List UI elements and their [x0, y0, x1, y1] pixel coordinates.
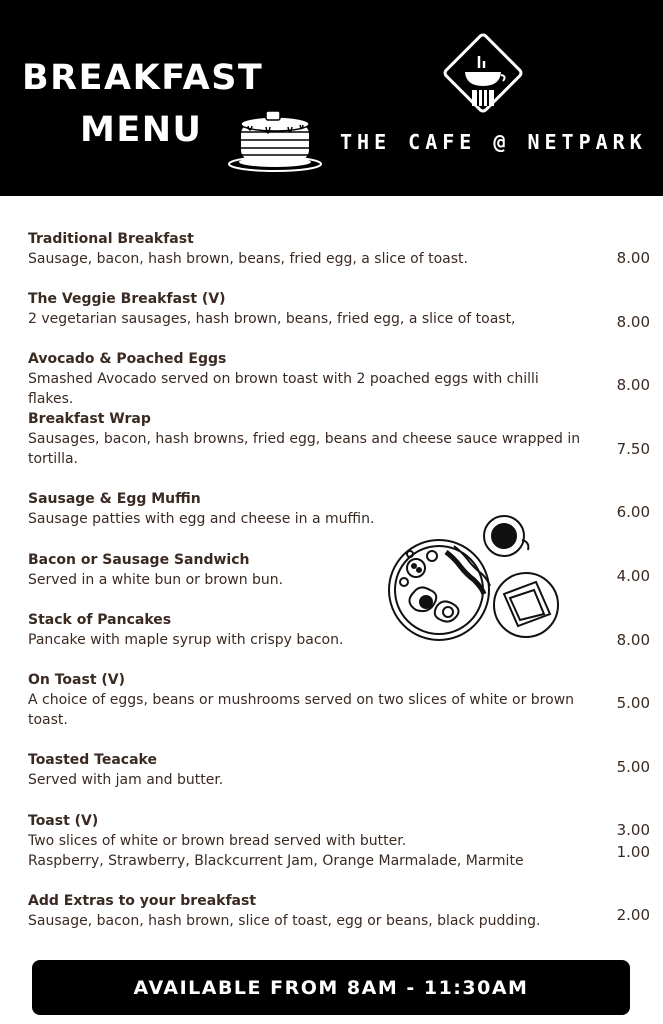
menu-item — [28, 750, 588, 790]
menu-item-name: Add Extras to your breakfast — [28, 893, 257, 909]
menu-item-price-extra: 1.00 — [616, 843, 650, 861]
menu-item-price: 7.50 — [616, 440, 650, 458]
menu-item — [28, 811, 588, 871]
menu-item-name: The Veggie Breakfast (V) — [28, 291, 226, 307]
pancakes-icon — [226, 102, 324, 174]
breakfast-plate-icon — [386, 510, 576, 650]
menu-item — [28, 409, 588, 469]
menu-item-description-extra: Raspberry, Strawberry, Blackcurrent Jam, Orange Marmalade, Marmite — [28, 853, 524, 869]
menu-item-description: Served in a white bun or brown bun. — [28, 572, 284, 588]
menu-item-price: 5.00 — [616, 758, 650, 776]
menu-item — [28, 289, 588, 329]
menu-item-description: Sausage, bacon, hash brown, beans, fried egg, a slice of toast. — [28, 251, 468, 267]
menu-item-description: A choice of eggs, beans or mushrooms served on two slices of white or brown toast. — [28, 692, 575, 728]
menu-item — [28, 229, 588, 269]
menu-item-price: 8.00 — [616, 249, 650, 267]
menu-item-price: 5.00 — [616, 694, 650, 712]
menu-title-line2: MENU — [80, 110, 203, 150]
cafe-name: THE CAFE @ NETPARK — [340, 130, 647, 154]
menu-item-price: 8.00 — [616, 313, 650, 331]
menu-item-price: 2.00 — [616, 906, 650, 924]
menu-item-description: Served with jam and butter. — [28, 772, 224, 788]
menu-item-description: Sausages, bacon, hash browns, fried egg, beans and cheese sauce wrapped in tortilla. — [28, 431, 581, 467]
menu-item-price: 8.00 — [616, 631, 650, 649]
menu-item-description: Smashed Avocado served on brown toast with 2 poached eggs with chilli flakes. — [28, 371, 539, 407]
menu-item — [28, 349, 588, 409]
availability-text: AVAILABLE FROM 8AM - 11:30AM — [133, 976, 529, 999]
menu-item-description: Sausage patties with egg and cheese in a muffin. — [28, 511, 375, 527]
menu-item-price: 6.00 — [616, 503, 650, 521]
menu-item-price: 4.00 — [616, 567, 650, 585]
menu-item-name: Bacon or Sausage Sandwich — [28, 552, 250, 568]
menu-item — [28, 891, 588, 931]
menu-item-description: Two slices of white or brown bread served with butter. — [28, 833, 407, 849]
menu-item-price: 8.00 — [616, 376, 650, 394]
menu-item-name: Stack of Pancakes — [28, 612, 172, 628]
cafe-logo-icon — [438, 28, 528, 118]
menu-item-description: 2 vegetarian sausages, hash brown, beans, fried egg, a slice of toast, — [28, 311, 516, 327]
menu-item-name: Toasted Teacake — [28, 752, 157, 768]
menu-header — [0, 0, 663, 196]
menu-item-description: Sausage, bacon, hash brown, slice of toast, egg or beans, black pudding. — [28, 913, 541, 929]
menu-item-name: Breakfast Wrap — [28, 411, 151, 427]
menu-item-name: Toast (V) — [28, 813, 99, 829]
menu-item-description: Pancake with maple syrup with crispy bacon. — [28, 632, 344, 648]
menu-item-name: Traditional Breakfast — [28, 231, 194, 247]
menu-item-name: Sausage & Egg Muffin — [28, 491, 201, 507]
menu-item-name: On Toast (V) — [28, 672, 126, 688]
menu-item-price: 3.00 — [616, 821, 650, 839]
availability-banner — [32, 960, 630, 1015]
menu-item-name: Avocado & Poached Eggs — [28, 351, 227, 367]
menu-title-line1: BREAKFAST — [22, 58, 264, 98]
menu-item — [28, 670, 588, 730]
